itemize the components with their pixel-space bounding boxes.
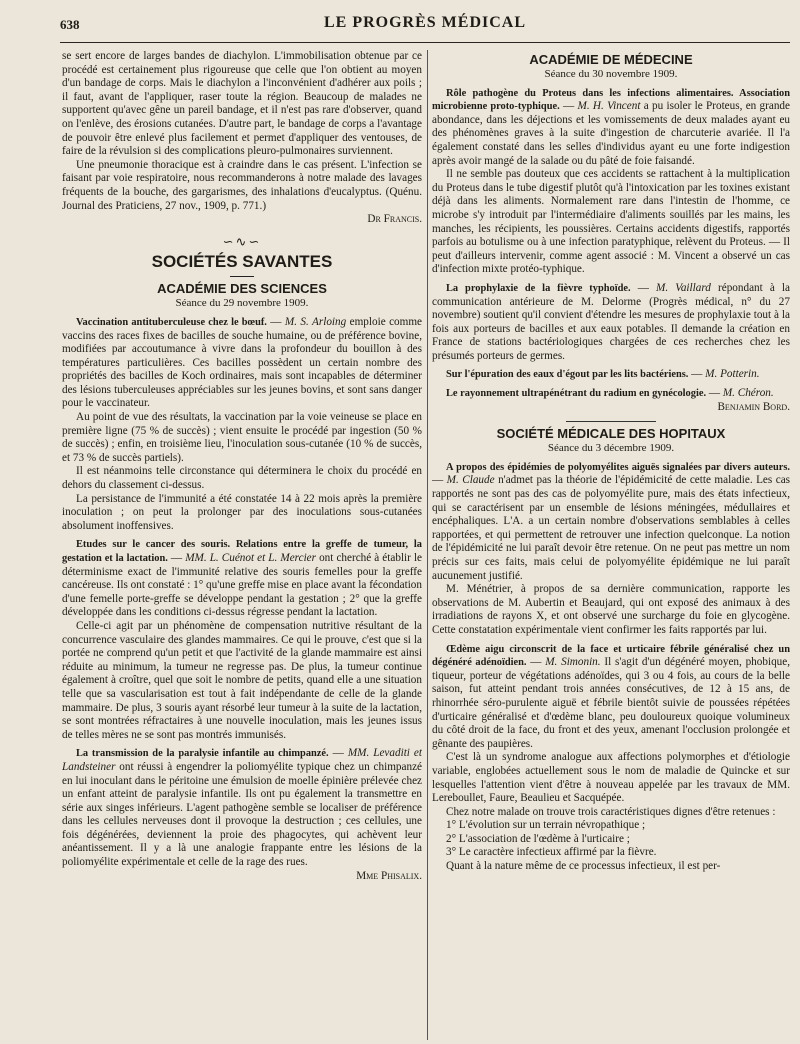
article: Œdème aigu circonscrit de la face et urticaire fébrile généralisé chez un dégénéré adénoïdien. — M. Simonin. Il s'agit d'un dégénéré moyen, phobique, tiqueur, porteur de végétations adénoïdes, qui 3 ou 4 fois, au cours de la belle saison, fut atteint pendant trois années consécutives, de 12 à 15 ans, de rhinorrhée séro-purulente aiguë et fébrile bientôt suivie de poussées répétées d'urticaire généralisé et d'œdème blanc, peu douloureux quoique volumineux du côté droit de la face, du front et des yeux, amenant l'occlusion prolongée et gênante des paupières. C'est là un syndrome analogue aux affections polymorphes et d'étiologie variable, englobées actuellement sous le nom de maladie de Quincke et sur lesquelles l'attention vient d'être à nouveau appelée par les travaux de MM. Lereboullet, Faure, Beaulieu et Sacquépée. Chez notre malade on trouve trois caractéristiques dignes d'être retenues : 1° L'évolution sur un terrain névropathique ; 2° L'association de l'œdème à l'urticaire ; 3° Le caractère infectieux affirmé par la fièvre. Quant à la nature même de ce processus infectieux, il est per-: [432, 643, 790, 873]
article-paragraph: Quant à la nature même de ce processus infectieux, il est per-: [446, 860, 721, 873]
academie-sciences-title: ACADÉMIE DES SCIENCES: [157, 281, 327, 297]
article-author: M. H. Vincent: [577, 100, 641, 113]
article-paragraph: n'admet pas la théorie de l'épidémicité de cette maladie. Les cas rapportés ne sont pas des cas de polyomyélite pure, mais des états infectieux, qui se caractérisent par un ensemble de lésions méningées, médullaires et encéphaliques. L'A. a un certain nombre d'observations semblables à celles rapportées, et qui permettent de retrouver une infection quelconque. La notion de l'épidémicité ne lui paraît devoir être retenue. On ne peut pas mettre un nom précis sur ces faits, mais celui de polyomyélite épidémique ne lui paraît aucunement justifié.: [432, 474, 790, 582]
article: Rôle pathogène du Proteus dans les infections alimentaires. Association microbienne proto-typhique. — M. H. Vincent a pu isoler le Proteus, en grande abondance, dans les déjections et les vomissements de deux malades ayant eu des phénomènes graves à la suite d'ingestion de charcuterie avariée. Il l'a également constaté dans les selles d'individus ayant eu une forte indigestion après avoir mangé de la salade ou du pâté de foie faisandé. Il ne semble pas douteux que ces accidents se rattachent à la multiplication du Proteus dans le tube digestif plutôt qu'à l'intoxication par les toxines existant déjà dans les aliments. Normalement rare dans l'intestin de l'homme, ce microbe s'y introduit par l'intermédiaire d'aliments souillés par les mains, les manches, les récipients, les poussières. Certains accidents digestifs, rapportés parfois au botulisme ou à une infection paratyphique, relèvent du Proteus. — Il peut d'ailleurs intervenir, comme agent associé : M. Vincent a observé un cas d'infection mixte protéo-typhique.: [432, 87, 790, 276]
article: Le rayonnement ultrapénétrant du radium en gynécologie. — M. Chéron. Benjamin Bord.: [432, 387, 790, 414]
article: La transmission de la paralysie infantile au chimpanzé. — MM. Levaditi et Landsteiner ont réussi à engendrer la poliomyélite typique chez un chimpanzé en lui inoculant dans le péritoine une émulsion de moelle épinière prélevée chez un enfant atteint de paralysie infantile. Ils ont pu également la transmettre en série aux singes inférieurs. L'agent pathogène semble se localiser de préférence dans les cellules nerveuses dont il provoque la destruction ; ces cellules, une fois dégénérées, deviennent la proie des phagocytes, qui achèvent leur anéantissement. Il y a là une analogie frappante entre les lésions de la poliomyélite expérimentale et celle de la rage des rues. Mme Phisalix.: [62, 747, 422, 882]
section-rule: [566, 421, 656, 422]
article-paragraph: répondant à la communication antérieure de M. Delorme (Progrès médical, n° du 27 novembre) soutient qu'il convient d'étendre les mesures de prophylaxie tout à la fois aux porteurs de bacilles et aux eaux potables. Il demande la création en France de stations bactériologiques chargées de ces recherches chez les présumés porteurs de germes.: [432, 281, 790, 362]
header-rule: [60, 42, 790, 43]
article-paragraph: La persistance de l'immunité a été constatée 14 à 22 mois après la première inoculation ; on peut la prolonger par des inoculations sous-cutanées absolument inoffensives.: [62, 492, 422, 532]
ornament-divider: ∽∿∽: [222, 233, 262, 249]
article-list-item: 3° Le caractère infectieux affirmé par la fièvre.: [446, 846, 657, 859]
article-author: M. Claude: [446, 474, 495, 487]
article-title: Sur l'épuration des eaux d'égout par les lits bactériens.: [446, 369, 689, 381]
article-paragraph: emploie comme vaccins des races fixes de bacilles de souche humaine, ou de préférence bovine, modifiées par accoutumance à vivre dans la profondeur du bouillon à des températures particulières. Ces bacilles possèdent un certain nombre des propriétés des bacilles de Koch ordinaires, mais sont incapables de déterminer des lésions tuberculeuses appréciables sur les jeunes bovins, et sont sans danger pour le vaccinateur.: [62, 315, 422, 410]
article-list-item: 2° L'association de l'œdème à l'urticaire ;: [446, 832, 630, 845]
article-paragraph: Il s'agit d'un dégénéré moyen, phobique, tiqueur, porteur de végétations adénoïdes, qui 3 ou 4 fois, au cours de la belle saison, fut atteint pendant trois années consécutives, de 12 à 15 ans, de rhinorrhée séro-purulente aiguë et fébrile bientôt suivie de poussées répétées d'urticaire généralisé et d'œdème blanc, peu douloureux quoique volumineux du côté droit de la face, du front et des yeux, amenant l'occlusion prolongée et gênante des paupières.: [432, 656, 790, 750]
continuation-signature: Dr Francis.: [367, 213, 422, 226]
article: Vaccination antituberculeuse chez le bœuf. — M. S. Arloing emploie comme vaccins des races fixes de bacilles de souche humaine, ou de préférence bovine, modifiées par accoutumance à vivre dans la profondeur du bouillon à des températures particulières. Ces bacilles possèdent un certain nombre des propriétés des bacilles de Koch ordinaires, mais sont incapables de déterminer des lésions tuberculeuses appréciables sur les jeunes bovins, et sont sans danger pour le vaccinateur. Au point de vue des résultats, la vaccination par la voie veineuse se place en première ligne (75 % de succès) ; vient ensuite le procédé par ingestion (50 % de succès) ; enfin, en troisième lieu, l'inoculation sous-cutanée (10 % de succès, et 73 % de succès partiels). Il est néanmoins telle circonstance qui déterminera le choix du procédé en dehors du classement ci-dessus. La persistance de l'immunité a été constatée 14 à 22 mois après la première inoculation ; on peut la prolonger par des inoculations sous-cutanées absolument inoffensives.: [62, 315, 422, 532]
article-title: Etudes sur le cancer des souris. Relations entre la greffe de tumeur, la gestation et la lactation.: [62, 539, 422, 564]
article: Sur l'épuration des eaux d'égout par les lits bactériens. — M. Potterin.: [446, 368, 760, 381]
continuation-paragraph: se sert encore de larges bandes de diachylon. L'immobilisation obtenue par ce procédé est certainement plus rigoureuse que celle que l'on obtient au moyen d'un bandage de corps. Mais le diachylon a l'inconvénient d'adhérer aux poils ; il faut, avant de l'appliquer, raser toute la région. Beaucoup de malades ne supportent qu'avec gêne un pareil bandage, et il n'est pas rare d'observer, quand on l'enlève, des érosions cutanées. D'autre part, le bandage de corps a l'avantage de pouvoir être enlevé plus facilement et permet d'appliquer des ventouses, de faire de la révulsion si des complications pleuro-pulmonaires surviennent.: [62, 50, 422, 158]
academie-sciences-session: Séance du 29 novembre 1909.: [175, 297, 309, 310]
article-paragraph: ont réussi à engendrer la poliomyélite typique chez un chimpanzé en lui inoculant dans le péritoine une émulsion de moelle épinière prélevée chez un enfant atteint de paralysie infantile. Ils ont pu également la transmettre en série aux singes inférieurs. L'agent pathogène semble se localiser de préférence dans les cellules nerveuses dont il provoque la destruction ; ces cellules, une fois dégénérées, deviennent la proie des phagocytes, qui achèvent leur anéantissement. Il y a là une analogie frappante entre les lésions de la poliomyélite expérimentale et celle de la rage des rues.: [62, 760, 422, 869]
continuation-paragraph: Une pneumonie thoracique est à craindre dans le cas présent. L'infection se faisant par voie respiratoire, nous recommanderons à notre malade des lavages fréquents de la bouche, des gargarismes, des inhalations d'eucalyptus. (Quénu. Journal des Praticiens, 27 nov., 1909, p. 771.): [62, 158, 422, 212]
section-title: SOCIÉTÉS SAVANTES: [151, 252, 333, 272]
left-column: [62, 50, 422, 1040]
page-header: [60, 10, 790, 46]
article-paragraph: Celle-ci agit par un phénomène de compensation nutritive résultant de la concurrence vasculaire des glandes mammaires. Ce qui le prouve, c'est que si la portée ne comprend qu'un petit et que l'activité de la glande mammaire est ainsi réduite au minimum, la tumeur ne regresse pas. De plus, la tumeur continue également à croître, quel que soit le nombre de petits, quand elle a une situation telle que sa vascularisation est tout à fait indépendante de celle de la glande mammaire. De plus, 3 souris ayant résorbé leur tumeur à la suite de la lactation, se sont montrées réfractaires à une nouvelle inoculation, mais les jeunes issus de telles mères ne se sont pas montrés immunisés.: [62, 619, 422, 741]
journal-title: LE PROGRÈS MÉDICAL: [323, 14, 527, 31]
article-paragraph: Chez notre malade on trouve trois caractéristiques dignes d'être retenues :: [446, 805, 776, 818]
article-paragraph: M. Ménétrier, à propos de sa dernière communication, rapporte les observations de M. Aubertin et Beaujard, qui ont exposé des animaux à des irradiations de rayons X, et ont observé une surcharge du foie en glycogène. Cette constatation expérimentale vient confirmer les faits rapportés par lui.: [432, 583, 790, 636]
article-paragraph: Il est néanmoins telle circonstance qui déterminera le choix du procédé en dehors du classement ci-dessus.: [62, 465, 422, 492]
article: Etudes sur le cancer des souris. Relations entre la greffe de tumeur, la gestation et la lactation. — MM. L. Cuénot et L. Mercier ont cherché à établir le déterminisme exact de l'immunité relative des souris femelles pour la greffe cancéreuse. Ils ont constaté : 1° qu'une greffe mise en place avant la fécondation d'une femelle porte-greffe se développe pendant la gestation ; 2° que la greffe développée dans les conditions ci-dessus régresse pendant la lactation. Celle-ci agit par un phénomène de compensation nutritive résultant de la concurrence vasculaire des glandes mammaires. Ce qui le prouve, c'est que si la portée ne comprend qu'un petit et que l'activité de la glande mammaire est ainsi réduite au minimum, la tumeur ne regresse pas. De plus, la tumeur continue également à croître, quel que soit le nombre de petits, quand elle a une situation telle que sa vascularisation est tout à fait indépendante de celle de la glande mammaire. De plus, 3 souris ayant résorbé leur tumeur à la suite de la lactation, se sont montrées réfractaires à une nouvelle inoculation, mais les jeunes issus de telles mères ne se sont pas montrés immunisés.: [62, 539, 422, 741]
article-author: M. Chéron.: [722, 387, 774, 400]
article-title: Le rayonnement ultrapénétrant du radium en gynécologie.: [446, 388, 707, 400]
article-signature: Mme Phisalix.: [356, 869, 422, 882]
academie-medecine-title: ACADÉMIE DE MÉDECINE: [529, 52, 693, 67]
article-author: M. S. Arloing: [284, 315, 347, 328]
article-title: Rôle pathogène du Proteus dans les infections alimentaires. Association microbienne proto-typhique.: [432, 87, 790, 113]
article-author: M. Potterin.: [705, 368, 760, 381]
academie-medecine-session: Séance du 30 novembre 1909.: [544, 68, 678, 80]
article-paragraph: Au point de vue des résultats, la vaccination par la voie veineuse se place en première ligne (75 % de succès) ; vient ensuite le procédé par ingestion (50 % de succès) ; enfin, en troisième lieu, l'inoculation sous-cutanée (10 % de succès, et 73 % de succès partiels).: [62, 411, 422, 464]
article-title: A propos des épidémies de polyomyélites aiguës signalées par divers auteurs.: [446, 461, 790, 473]
article-author: MM. L. Cuénot et L. Mercier: [185, 552, 316, 564]
article: La prophylaxie de la fièvre typhoïde. — M. Vaillard répondant à la communication antérieure de M. Delorme (Progrès médical, n° du 27 novembre) soutient qu'il convient d'étendre les mesures de prophylaxie tout à la fois aux porteurs de bacilles et aux eaux potables. Il demande la création en France de stations bactériologiques chargées de ces recherches chez les présumés porteurs de germes.: [432, 281, 790, 362]
article-author: M. Vaillard: [656, 281, 711, 294]
societe-session: Séance du 3 décembre 1909.: [547, 442, 675, 455]
article-list-item: 1° L'évolution sur un terrain névropathique ;: [446, 819, 646, 832]
article-paragraph: C'est là un syndrome analogue aux affections polymorphes et d'étiologie variable, englobées actuellement sous le nom de maladie de Quincke et sur lesquelles l'attention vient d'être à nouveau appelée par les travaux de MM. Lereboullet, Faure, Beaulieu et Sacquépée.: [432, 751, 790, 805]
right-column: [432, 50, 790, 1040]
article-paragraph: Il ne semble pas douteux que ces accidents se rattachent à la multiplication du Proteus dans le tube digestif plutôt qu'à l'intoxication par les toxines existant déjà dans les aliments. Normalement rare dans l'intestin de l'homme, ce microbe s'y introduit par l'intermédiaire d'aliments souillés par les mains, les manches, les récipients, les poussières. Certains accidents digestifs, rapportés parfois au botulisme ou à une infection paratyphique, relèvent du Proteus. — Il peut d'ailleurs intervenir, comme agent associé : M. Vincent a observé un cas d'infection mixte protéo-typhique.: [432, 168, 790, 276]
page-number: 638: [60, 17, 80, 32]
article-author: MM. Levaditi et Landsteiner: [62, 747, 422, 773]
article-title: Vaccination antituberculeuse chez le bœuf.: [76, 316, 267, 328]
article-paragraph: a pu isoler le Proteus, en grande abondance, dans les déjections et les vomissements de deux malades ayant eu des phénomènes graves à la suite d'ingestion de charcuterie avariée. Il l'a également constaté dans les selles d'individus ayant eu une forte indigestion après avoir mangé de la salade ou du pâté de foie faisandé.: [432, 100, 790, 167]
article-title: Œdème aigu circonscrit de la face et urticaire fébrile généralisé chez un dégénéré adénoïdien.: [432, 643, 790, 669]
academie-medecine-signature: Benjamin Bord.: [717, 400, 790, 413]
article-title: La transmission de la paralysie infantile au chimpanzé.: [76, 748, 329, 760]
article-title: La prophylaxie de la fièvre typhoïde.: [446, 282, 631, 294]
column-divider: [427, 50, 428, 1040]
article-author: M. Simonin.: [545, 656, 601, 669]
section-rule: [230, 276, 254, 277]
societe-title: SOCIÉTÉ MÉDICALE DES HOPITAUX: [496, 426, 726, 442]
article: A propos des épidémies de polyomyélites aiguës signalées par divers auteurs. — M. Claude n'admet pas la théorie de l'épidémicité de cette maladie. Les cas rapportés ne sont pas des cas de polyomyélite pure, mais des états infectieux, qui se caractérisent par un ensemble de lésions méningées, médullaires et encéphaliques. L'A. a un certain nombre d'observations semblables à celles rapportées, et qui permettent de retrouver une infection quelconque. La notion de l'épidémicité ne lui paraît devoir être retenue. On ne peut pas mettre un nom précis sur ces faits, mais celui de polyomyélite épidémique ne lui paraît aucunement justifié. M. Ménétrier, à propos de sa dernière communication, rapporte les observations de M. Aubertin et Beaujard, qui ont exposé des animaux à des irradiations de rayons X, et ont observé une surcharge du foie en glycogène. Cette constatation expérimentale vient confirmer les faits rapportés par lui.: [432, 461, 790, 636]
article-paragraph: ont cherché à établir le déterminisme exact de l'immunité relative des souris femelles pour la greffe cancéreuse. Ils ont constaté : 1° qu'une greffe mise en place avant la fécondation d'une femelle porte-greffe se développe pendant la gestation ; 2° que la greffe développée dans les conditions ci-dessus régresse pendant la lactation.: [62, 552, 422, 619]
